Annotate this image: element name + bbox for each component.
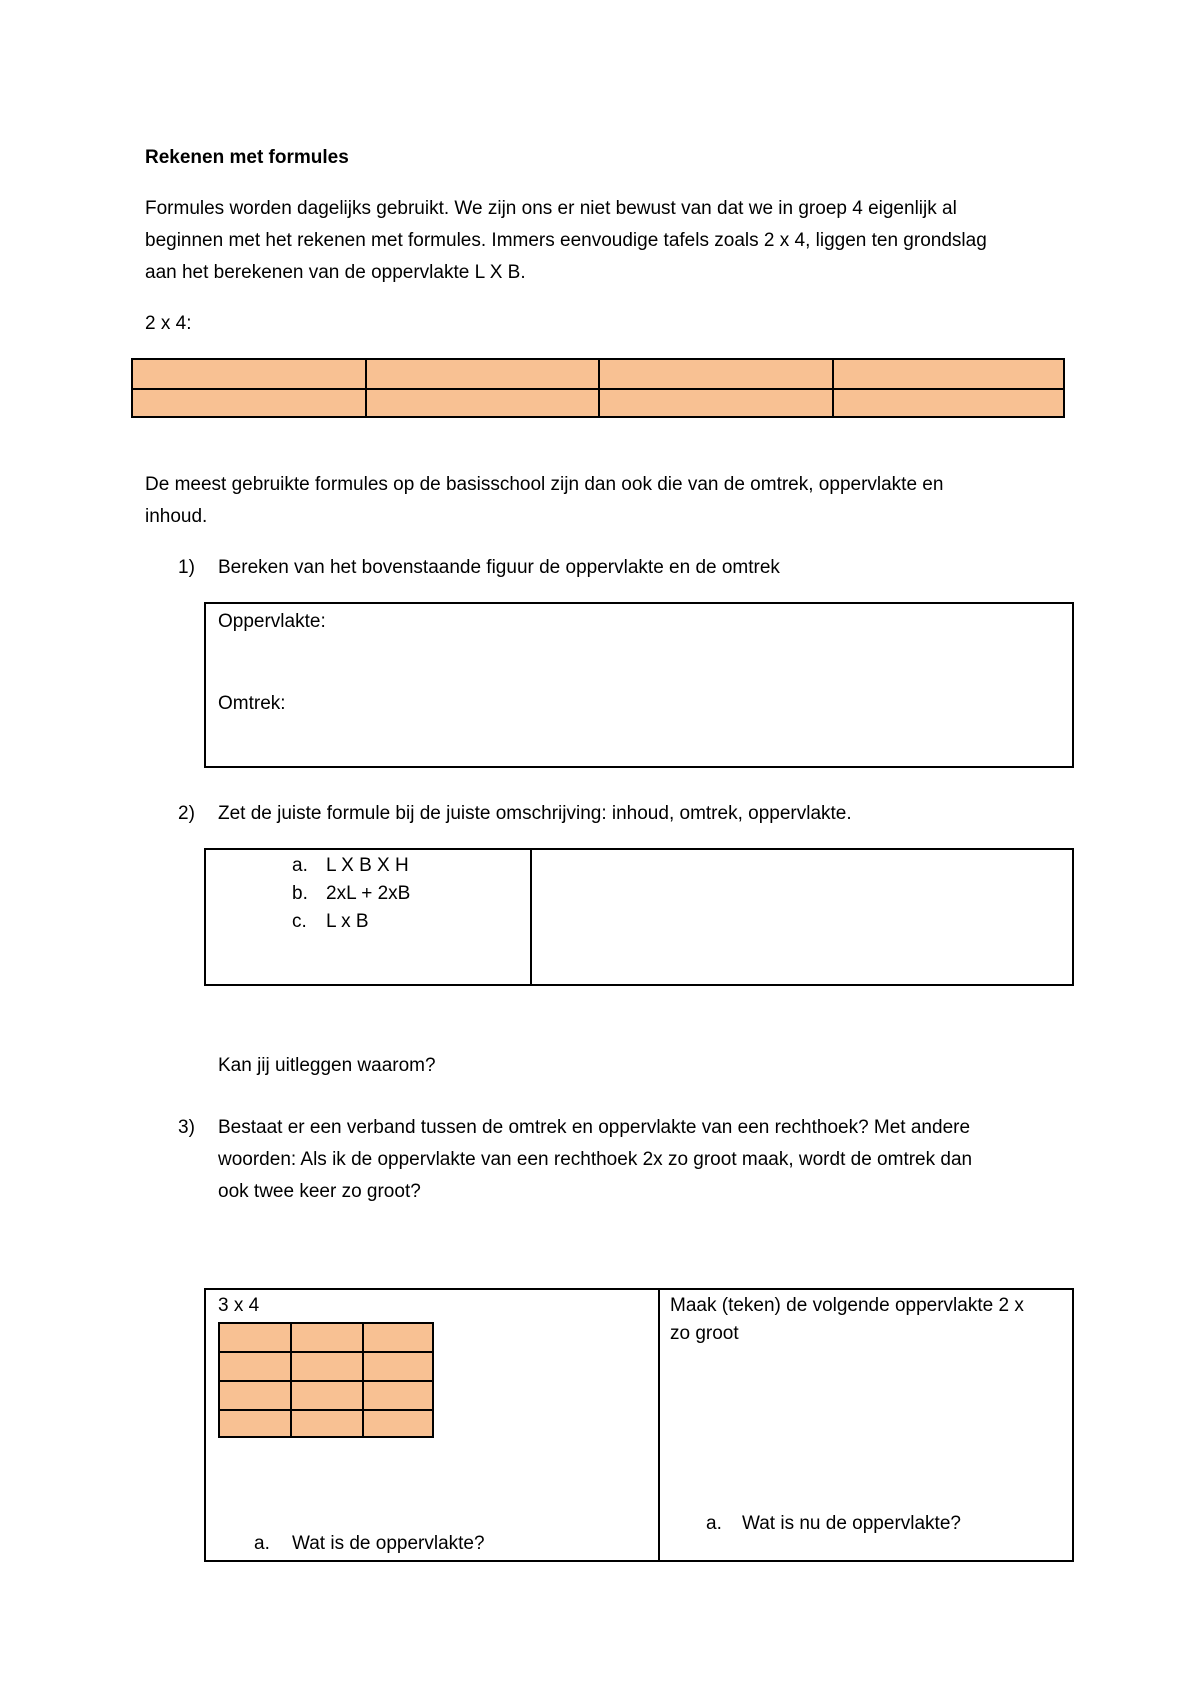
question-line: Bestaat er een verband tussen de omtrek en oppervlakte van een rechthoek? Met andere <box>218 1117 971 1138</box>
grid-3x4 <box>218 1322 434 1438</box>
option-letter: b. <box>292 883 308 904</box>
omtrek-label: Omtrek: <box>218 693 286 714</box>
grid2-label: 3 x 4 <box>218 1295 260 1316</box>
question-1-number: 1) <box>178 557 195 578</box>
grid-cell <box>218 1380 292 1411</box>
question-line: woorden: Als ik de oppervlakte van een rechthoek 2x zo groot maak, wordt de omtrek dan <box>218 1149 973 1170</box>
option-letter: a. <box>292 855 308 876</box>
grid-cell <box>362 1322 434 1353</box>
sub-letter: a. <box>254 1533 270 1554</box>
grid-cell <box>131 388 367 418</box>
grid-cell <box>598 388 834 418</box>
paragraph-line: De meest gebruikte formules op de basisschool zijn dan ook die van de omtrek, oppervlakte en <box>145 474 944 495</box>
comparison-table <box>204 1288 1074 1562</box>
followup-question: Kan jij uitleggen waarom? <box>218 1055 436 1076</box>
question-3-number: 3) <box>178 1117 195 1138</box>
grid-cell <box>365 358 601 390</box>
grid-cell <box>362 1380 434 1411</box>
option-letter: c. <box>292 911 307 932</box>
paragraph-line: inhoud. <box>145 506 208 527</box>
question-2-text: Zet de juiste formule bij de juiste omschrijving: inhoud, omtrek, oppervlakte. <box>218 803 852 824</box>
question-line: ook twee keer zo groot? <box>218 1181 421 1202</box>
question-1-text: Bereken van het bovenstaande figuur de oppervlakte en de omtrek <box>218 557 780 578</box>
grid-cell <box>832 388 1066 418</box>
oppervlakte-label: Oppervlakte: <box>218 611 326 632</box>
intro-line: Formules worden dagelijks gebruikt. We zijn ons er niet bewust van dat we in groep 4 eigenlijk al <box>145 198 957 219</box>
draw-instruction: zo groot <box>670 1323 739 1344</box>
grid-cell <box>131 358 367 390</box>
sub-letter: a. <box>706 1513 722 1534</box>
grid-2x4 <box>131 358 1065 418</box>
grid-cell <box>290 1380 364 1411</box>
area-question: Wat is de oppervlakte? <box>292 1533 485 1554</box>
grid1-label: 2 x 4: <box>145 313 192 334</box>
grid-cell <box>290 1351 364 1382</box>
formula-table <box>204 848 1074 986</box>
grid-cell <box>290 1322 364 1353</box>
page-title: Rekenen met formules <box>145 147 349 168</box>
intro-line: beginnen met het rekenen met formules. Immers eenvoudige tafels zoals 2 x 4, liggen ten grondslag <box>145 230 987 251</box>
grid-cell <box>218 1351 292 1382</box>
option-formula: L x B <box>326 911 369 932</box>
grid-cell <box>218 1322 292 1353</box>
grid-cell <box>290 1409 364 1438</box>
grid-cell <box>362 1351 434 1382</box>
grid-cell <box>218 1409 292 1438</box>
question-2-number: 2) <box>178 803 195 824</box>
new-area-question: Wat is nu de oppervlakte? <box>742 1513 961 1534</box>
option-formula: 2xL + 2xB <box>326 883 411 904</box>
answer-box-1[interactable] <box>204 602 1074 768</box>
answer-cell[interactable] <box>532 850 1072 984</box>
option-formula: L X B X H <box>326 855 409 876</box>
grid-cell <box>598 358 834 390</box>
grid-cell <box>365 388 601 418</box>
grid-cell <box>832 358 1066 390</box>
grid-cell <box>362 1409 434 1438</box>
drawing-area[interactable] <box>660 1350 1072 1500</box>
draw-instruction: Maak (teken) de volgende oppervlakte 2 x <box>670 1295 1024 1316</box>
intro-line: aan het berekenen van de oppervlakte L X B. <box>145 262 526 283</box>
